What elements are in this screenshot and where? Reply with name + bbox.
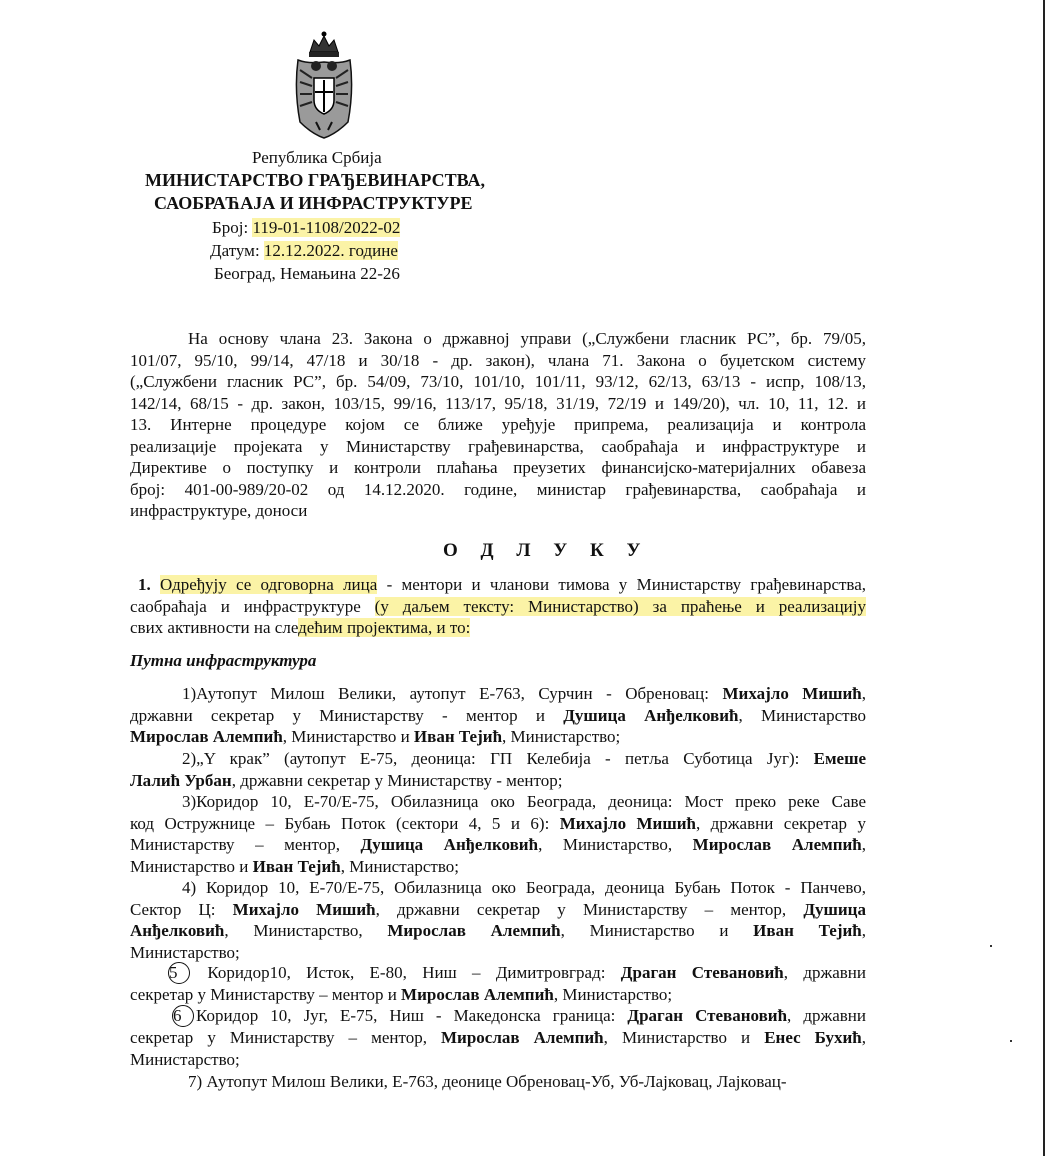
item-text: секретар у Министарству – ментор, — [130, 1028, 442, 1047]
scan-edge — [1043, 0, 1045, 1156]
preamble-line: 142/14, 68/15 - др. закон, 103/15, 99/16, 113/17, 95/18, 31/19, 72/19 и 149/20), чл. 10, 11, 12. и — [130, 393, 866, 413]
item-text: , Министарство; — [340, 856, 459, 876]
decision-title: О Д Л У К У — [443, 540, 650, 561]
point-1-text-1: - ментори и чланови тимова у Министарству грађевинарства, — [377, 575, 867, 594]
point-1-highlight-1: Одређују се одговорна лица — [160, 575, 378, 594]
item-text: , Министарство и — [560, 921, 754, 940]
project-item — [130, 1005, 866, 1070]
project-item — [130, 683, 866, 748]
item-text: , Министарство; — [553, 985, 673, 1004]
project-item-line — [130, 770, 866, 792]
point-1-highlight-2: (у даљем тексту: — [374, 596, 529, 616]
preamble-line: 13. Интерне процедуре којом се ближе уређује припрема, реализација и контрола — [130, 415, 866, 434]
person-name: Душица — [803, 899, 866, 919]
item-text: , — [861, 921, 866, 940]
person-name: Михајло Мишић — [232, 899, 376, 919]
item-text: , — [861, 1028, 866, 1047]
project-item-line — [130, 984, 866, 1006]
item-text: , Министарство — [738, 705, 866, 725]
project-item-line — [130, 942, 866, 964]
project-item-line — [130, 920, 866, 942]
preamble-line: („Службени гласник РС”, бр. 54/09, 73/10, 101/10, 101/11, 93/12, 62/13, 63/13 - испр, 108/13, — [130, 372, 866, 391]
project-item-line — [130, 856, 866, 878]
republic-name: Република Србија — [252, 148, 382, 167]
project-item-line — [130, 962, 866, 984]
project-item-line — [130, 877, 866, 899]
point-1-text-3a: свих активности на сле — [130, 618, 299, 637]
person-name: Иван Тејић — [252, 856, 341, 876]
item-text: Коридор10, Исток, Е-80, Ниш – Димитровград: — [192, 963, 621, 982]
person-name: Душица Анђелковић — [563, 705, 739, 725]
item-text: Коридор 10, Југ, Е-75, Ниш - Македонска граница: — [196, 1006, 628, 1025]
preamble-line: На основу члана 23. Закона о државној управи („Службени гласник РС”, бр. 79/05, — [188, 329, 866, 348]
document-address: Београд, Немањина 22-26 — [214, 264, 400, 283]
item-text: , Министарство, — [538, 835, 693, 854]
point-1-line-2 — [130, 596, 866, 618]
person-name: Мирослав Алемпић — [401, 985, 554, 1004]
preamble-line: реализације пројеката у Министарству грађевинарства, саобраћаја и инфраструктуре и — [130, 436, 866, 456]
project-item-line — [130, 683, 866, 705]
project-item-line — [130, 705, 866, 727]
item-text: 4) Коридор 10, Е-70/Е-75, Обилазница око Београда, деоница Бубањ Поток - Панчево, — [182, 878, 866, 897]
section-title: Путна инфраструктура — [130, 651, 317, 670]
item-text: секретар у Министарству – ментор и — [130, 985, 402, 1004]
person-name: Лалић Урбан — [130, 770, 232, 790]
item-text: , државни секретар у — [695, 813, 866, 833]
person-name: Мирослав Алемпић — [387, 921, 561, 940]
person-name: Енес Бухић — [764, 1028, 862, 1047]
project-item-line — [130, 813, 866, 835]
scan-speck — [1010, 1040, 1012, 1042]
person-name: Михајло Мишић — [559, 813, 696, 833]
project-item — [130, 962, 866, 1006]
item-text: Сектор Ц: — [130, 899, 233, 919]
project-item — [130, 1071, 866, 1093]
item-text: Министарство и — [130, 856, 253, 876]
person-name: Мирослав Алемпић — [130, 727, 283, 746]
item-text: , Министарство; — [502, 727, 621, 746]
project-item-line — [130, 1071, 866, 1093]
project-item — [130, 748, 866, 791]
project-item-line — [130, 1005, 866, 1027]
preamble-paragraph — [130, 328, 866, 522]
point-1-highlight-3: дећим пројектима, и то: — [298, 618, 471, 637]
item-text: Министарство; — [130, 942, 240, 962]
project-item-line — [130, 791, 866, 813]
person-name: Иван Тејић — [753, 921, 862, 940]
point-1-paragraph — [130, 574, 866, 639]
item-text: 7) Аутопут Милош Велики, Е-763, деонице Обреновац-Уб, Уб-Лајковац, Лајковац- — [188, 1072, 787, 1091]
document-date — [210, 239, 810, 262]
point-1-number: 1. — [138, 575, 161, 594]
person-name: Иван Тејић — [413, 727, 503, 746]
point-1-line-3 — [130, 617, 866, 639]
item-text: 1)Аутопут Милош Велики, аутопут Е-763, Сурчин - Обреновац: — [182, 684, 723, 703]
person-name: Михајло Мишић — [722, 684, 862, 703]
preamble-line: 101/07, 95/10, 99/14, 47/18 и 30/18 - др. закон), члана 71. Закона о буџетском систему — [130, 350, 866, 370]
item-text: , Министарство и — [282, 727, 414, 746]
project-item — [130, 791, 866, 877]
circled-number: 5 — [168, 962, 190, 984]
person-name: Мирослав Алемпић — [441, 1028, 604, 1047]
document-date-label: Датум: — [210, 241, 264, 260]
item-text: 3)Коридор 10, Е-70/Е-75, Обилазница око Београда, деоница: Мост преко реке Саве — [182, 792, 866, 811]
ministry-name-line1: МИНИСТАРСТВО ГРАЂЕВИНАРСТВА, — [145, 170, 485, 190]
person-name: Драган Стевановић — [620, 963, 784, 982]
project-item-line — [130, 1027, 866, 1049]
item-text: , Министарство, — [224, 921, 388, 940]
point-1-text-2a: саобраћаја и инфраструктуре — [130, 596, 375, 616]
item-text: код Остружнице – Бубањ Поток (сектори 4, 5 и 6): — [130, 813, 560, 833]
person-name: Душица Анђелковић — [360, 835, 539, 854]
point-1-text-2b: Министарство) за праћење и реализацију — [528, 596, 866, 616]
coat-of-arms-icon — [292, 30, 356, 142]
person-name: Емеше — [813, 749, 866, 768]
item-text: , државни секретар у Министарству – ментор, — [375, 899, 804, 919]
document-number-value: 119-01-1108/2022-02 — [252, 218, 401, 237]
person-name: Драган Стевановић — [627, 1006, 788, 1025]
document-number — [212, 216, 812, 239]
project-item-line — [130, 748, 866, 770]
scan-speck — [990, 945, 992, 947]
item-text: државни секретар у Министарству - ментор и — [130, 705, 564, 725]
preamble-line: број: 401-00-989/20-02 од 14.12.2020. године, министар грађевинарства, саобраћаја и — [130, 479, 866, 499]
item-text: Министарство; — [130, 1049, 240, 1069]
item-text: , Министарство и — [603, 1028, 765, 1047]
preamble-line: инфраструктуре, доноси — [130, 501, 308, 520]
project-item-line — [130, 899, 866, 921]
person-name: Анђелковић — [130, 921, 225, 940]
project-item — [130, 877, 866, 963]
item-text: , државни — [783, 963, 867, 982]
document-number-label: Број: — [212, 218, 253, 237]
document-date-value: 12.12.2022. године — [263, 241, 398, 260]
point-1-line-1 — [130, 574, 866, 596]
project-item-line — [130, 834, 866, 856]
preamble-line: Директиве о поступку и контроли плаћања преузетих финансијско-материјалних обавеза — [130, 458, 866, 477]
person-name: Мирослав Алемпић — [692, 835, 862, 854]
project-item-line — [130, 726, 866, 748]
item-text: , државни — [787, 1006, 866, 1025]
item-text: 2)„Y крак” (аутопут Е-75, деоница: ГП Келебија - петља Суботица Југ): — [182, 749, 814, 768]
item-text: , — [861, 835, 866, 854]
item-text: , државни секретар у Министарству - ментор; — [231, 770, 563, 790]
project-item-line — [130, 1049, 866, 1071]
item-text: , — [861, 684, 867, 703]
circled-number: 6 — [172, 1005, 194, 1027]
item-text: Министарству – ментор, — [130, 835, 361, 854]
ministry-name-line2: САОБРАЋАЈА И ИНФРАСТРУКТУРЕ — [154, 193, 473, 213]
